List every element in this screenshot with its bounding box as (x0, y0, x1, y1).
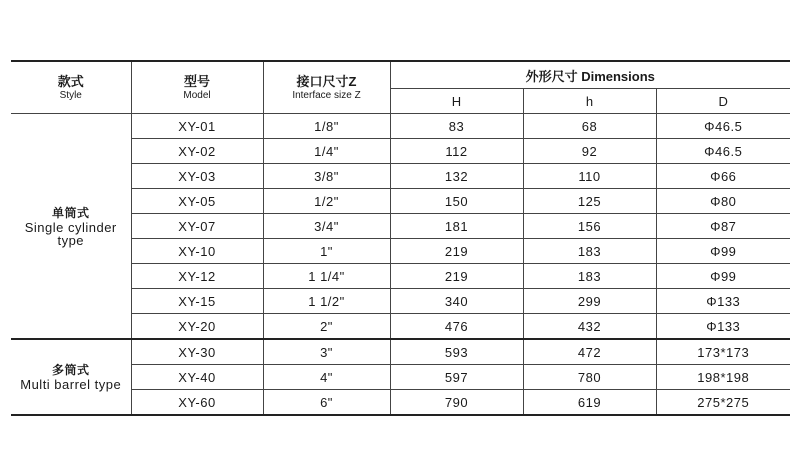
cell-model: XY-20 (131, 314, 263, 340)
cell-model: XY-30 (131, 339, 263, 365)
cell-d: 275*275 (656, 390, 790, 416)
header-interface (263, 61, 390, 114)
cell-interface: 1" (263, 239, 390, 264)
cell-model: XY-02 (131, 139, 263, 164)
header-style (11, 61, 131, 114)
cell-model: XY-03 (131, 164, 263, 189)
cell-h: 619 (523, 390, 656, 416)
cell-model: XY-01 (131, 114, 263, 139)
cell-h: 183 (523, 239, 656, 264)
header-interface-en: Interface size Z (292, 89, 361, 101)
table-row (11, 339, 790, 365)
cell-h: 219 (390, 264, 523, 289)
cell-h: 92 (523, 139, 656, 164)
cell-h: 597 (390, 365, 523, 390)
cell-d: Φ87 (656, 214, 790, 239)
header-style-en: Style (59, 89, 82, 101)
cell-model: XY-07 (131, 214, 263, 239)
cell-d: Φ99 (656, 239, 790, 264)
cell-interface: 1/8" (263, 114, 390, 139)
cell-h: 150 (390, 189, 523, 214)
cell-d: Φ133 (656, 314, 790, 340)
cell-h: 432 (523, 314, 656, 340)
cell-model: XY-40 (131, 365, 263, 390)
group-label (11, 114, 131, 340)
cell-interface: 1/2" (263, 189, 390, 214)
cell-interface: 3" (263, 339, 390, 365)
spec-table (11, 60, 790, 416)
group-label-en: Multi barrel type (20, 377, 122, 392)
cell-h: 472 (523, 339, 656, 365)
cell-h: 132 (390, 164, 523, 189)
spec-table-body (11, 114, 790, 416)
header-col-H: H (390, 89, 523, 114)
cell-d: Φ46.5 (656, 139, 790, 164)
cell-interface: 6" (263, 390, 390, 416)
header-model-cn: 型号 (183, 73, 210, 89)
cell-h: 68 (523, 114, 656, 139)
group-label-cn: 多筒式 (51, 363, 90, 377)
cell-d: Φ66 (656, 164, 790, 189)
cell-h: 83 (390, 114, 523, 139)
group-label-en: Single cylinder type (24, 219, 117, 248)
cell-h: 156 (523, 214, 656, 239)
cell-model: XY-10 (131, 239, 263, 264)
cell-h: 125 (523, 189, 656, 214)
cell-d: 173*173 (656, 339, 790, 365)
cell-interface: 4" (263, 365, 390, 390)
header-col-h: h (523, 89, 656, 114)
cell-model: XY-12 (131, 264, 263, 289)
header-dimensions: 外形尺寸 Dimensions (390, 61, 790, 89)
cell-h: 183 (523, 264, 656, 289)
cell-h: 593 (390, 339, 523, 365)
cell-h: 110 (523, 164, 656, 189)
header-model (131, 61, 263, 114)
cell-interface: 3/8" (263, 164, 390, 189)
cell-d: Φ46.5 (656, 114, 790, 139)
header-model-en: Model (183, 89, 211, 101)
cell-d: Φ133 (656, 289, 790, 314)
cell-interface: 1 1/2" (263, 289, 390, 314)
cell-d: Φ99 (656, 264, 790, 289)
cell-d: Φ80 (656, 189, 790, 214)
cell-interface: 1/4" (263, 139, 390, 164)
cell-model: XY-15 (131, 289, 263, 314)
cell-h: 299 (523, 289, 656, 314)
table-row (11, 114, 790, 139)
header-col-D: D (656, 89, 790, 114)
group-label (11, 339, 131, 415)
cell-h: 112 (390, 139, 523, 164)
cell-model: XY-60 (131, 390, 263, 416)
cell-model: XY-05 (131, 189, 263, 214)
spec-table-container (11, 60, 790, 416)
cell-h: 790 (390, 390, 523, 416)
cell-h: 340 (390, 289, 523, 314)
cell-h: 181 (390, 214, 523, 239)
cell-interface: 2" (263, 314, 390, 340)
header-style-cn: 款式 (57, 73, 84, 89)
cell-h: 780 (523, 365, 656, 390)
cell-h: 476 (390, 314, 523, 340)
cell-interface: 3/4" (263, 214, 390, 239)
header-interface-cn: 接口尺寸Z (296, 73, 357, 89)
cell-interface: 1 1/4" (263, 264, 390, 289)
cell-h: 219 (390, 239, 523, 264)
group-label-cn: 单筒式 (51, 205, 90, 220)
cell-d: 198*198 (656, 365, 790, 390)
